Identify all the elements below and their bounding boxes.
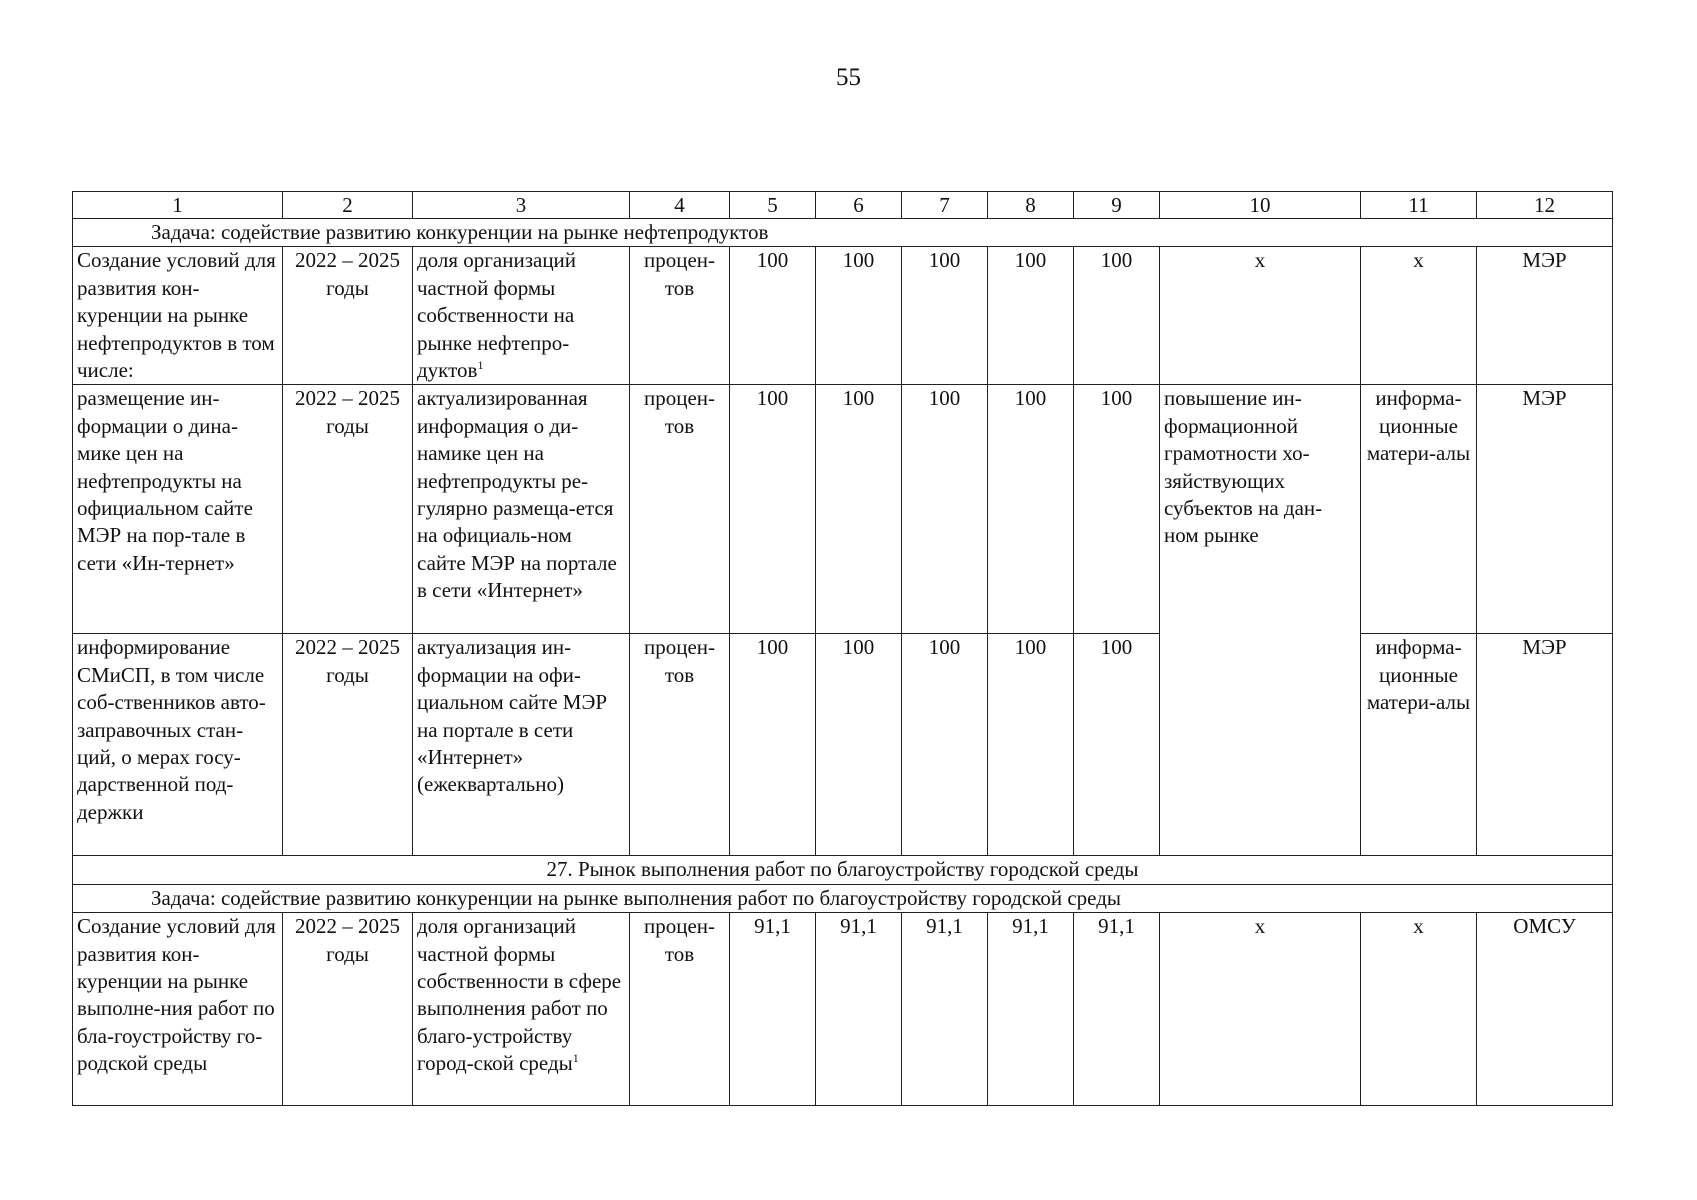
value-cell: 91,1	[816, 913, 902, 1106]
period-cell: 2022 – 2025 годы	[283, 385, 413, 634]
value-cell: 100	[816, 634, 902, 856]
unit-cell: процен-тов	[630, 247, 730, 385]
result-cell: х	[1160, 913, 1361, 1106]
column-number-cell: 8	[988, 192, 1074, 219]
value-cell: 100	[816, 247, 902, 385]
indicator-text: доля организаций частной формы собственности в сфере выполнения работ по благо-устройству город-ской среды	[417, 914, 622, 1076]
indicators-table	[72, 191, 1613, 1106]
task-heading: Задача: содействие развитию конкуренции на рынке выполнения работ по благоустройству городской среды	[73, 884, 1613, 912]
value-cell: 100	[816, 385, 902, 634]
section-heading: 27. Рынок выполнения работ по благоустройству городской среды	[73, 856, 1613, 884]
page-number: 55	[836, 64, 861, 91]
responsible-cell: МЭР	[1477, 385, 1613, 634]
footnote-mark: 1	[572, 1051, 579, 1066]
table-row	[73, 385, 1613, 634]
table-row	[73, 913, 1613, 1106]
period-cell: 2022 – 2025 годы	[283, 634, 413, 856]
section-row	[73, 856, 1613, 884]
measure-cell: Создание условий для развития кон-куренции на рынке нефтепродуктов в том числе:	[73, 247, 283, 385]
responsible-cell: ОМСУ	[1477, 913, 1613, 1106]
indicator-cell: актуализация ин-формации на офи-циальном сайте МЭР на портале в сети «Интернет» (ежеквартально)	[413, 634, 630, 856]
measure-cell: Создание условий для развития кон-куренции на рынке выполне-ния работ по бла-гоустройству го-родской среды	[73, 913, 283, 1106]
table-row	[73, 247, 1613, 385]
column-number-cell: 9	[1074, 192, 1160, 219]
table-row	[73, 634, 1613, 856]
footnote-mark: 1	[477, 358, 484, 373]
task-row	[73, 884, 1613, 912]
value-cell: 100	[730, 634, 816, 856]
responsible-cell: МЭР	[1477, 247, 1613, 385]
period-cell: 2022 – 2025 годы	[283, 247, 413, 385]
column-number-cell: 2	[283, 192, 413, 219]
column-number-cell: 5	[730, 192, 816, 219]
value-cell: 91,1	[988, 913, 1074, 1106]
column-number-cell: 11	[1361, 192, 1477, 219]
value-cell: 100	[1074, 247, 1160, 385]
value-cell: 100	[902, 634, 988, 856]
value-cell: 100	[1074, 385, 1160, 634]
value-cell: 91,1	[730, 913, 816, 1106]
value-cell: 100	[730, 247, 816, 385]
column-number-cell: 1	[73, 192, 283, 219]
materials-cell: информа-ционные матери-алы	[1361, 634, 1477, 856]
indicator-text: доля организаций частной формы собственности на рынке нефтепро-дуктов	[417, 248, 577, 383]
value-cell: 100	[902, 247, 988, 385]
task-row	[73, 219, 1613, 247]
unit-cell: процен-тов	[630, 634, 730, 856]
materials-cell: х	[1361, 913, 1477, 1106]
value-cell: 91,1	[902, 913, 988, 1106]
period-cell: 2022 – 2025 годы	[283, 913, 413, 1106]
measure-cell: размещение ин-формации о дина-мике цен на нефтепродукты на официальном сайте МЭР на пор-тале в сети «Ин-тернет»	[73, 385, 283, 634]
responsible-cell: МЭР	[1477, 634, 1613, 856]
unit-cell: процен-тов	[630, 385, 730, 634]
task-heading: Задача: содействие развитию конкуренции на рынке нефтепродуктов	[73, 219, 1613, 247]
column-number-row	[73, 192, 1613, 219]
indicator-cell	[413, 247, 630, 385]
value-cell: 100	[730, 385, 816, 634]
indicator-cell	[413, 913, 630, 1106]
value-cell: 100	[988, 385, 1074, 634]
value-cell: 91,1	[1074, 913, 1160, 1106]
column-number-cell: 4	[630, 192, 730, 219]
column-number-cell: 10	[1160, 192, 1361, 219]
materials-cell: х	[1361, 247, 1477, 385]
column-number-cell: 3	[413, 192, 630, 219]
column-number-cell: 12	[1477, 192, 1613, 219]
column-number-cell: 7	[902, 192, 988, 219]
value-cell: 100	[902, 385, 988, 634]
column-number-cell: 6	[816, 192, 902, 219]
materials-cell: информа-ционные матери-алы	[1361, 385, 1477, 634]
indicator-cell: актуализированная информация о ди-намике цен на нефтепродукты ре-гулярно размеща-ется на официаль-ном сайте МЭР на портале в сети «Интернет»	[413, 385, 630, 634]
value-cell: 100	[988, 247, 1074, 385]
unit-cell: процен-тов	[630, 913, 730, 1106]
result-cell: повышение ин-формационной грамотности хо-зяйствующих субъектов на дан-ном рынке	[1160, 385, 1361, 856]
result-cell: х	[1160, 247, 1361, 385]
value-cell: 100	[1074, 634, 1160, 856]
value-cell: 100	[988, 634, 1074, 856]
measure-cell: информирование СМиСП, в том числе соб-ственников авто-заправочных стан-ций, о мерах госу-дарственной под-держки	[73, 634, 283, 856]
